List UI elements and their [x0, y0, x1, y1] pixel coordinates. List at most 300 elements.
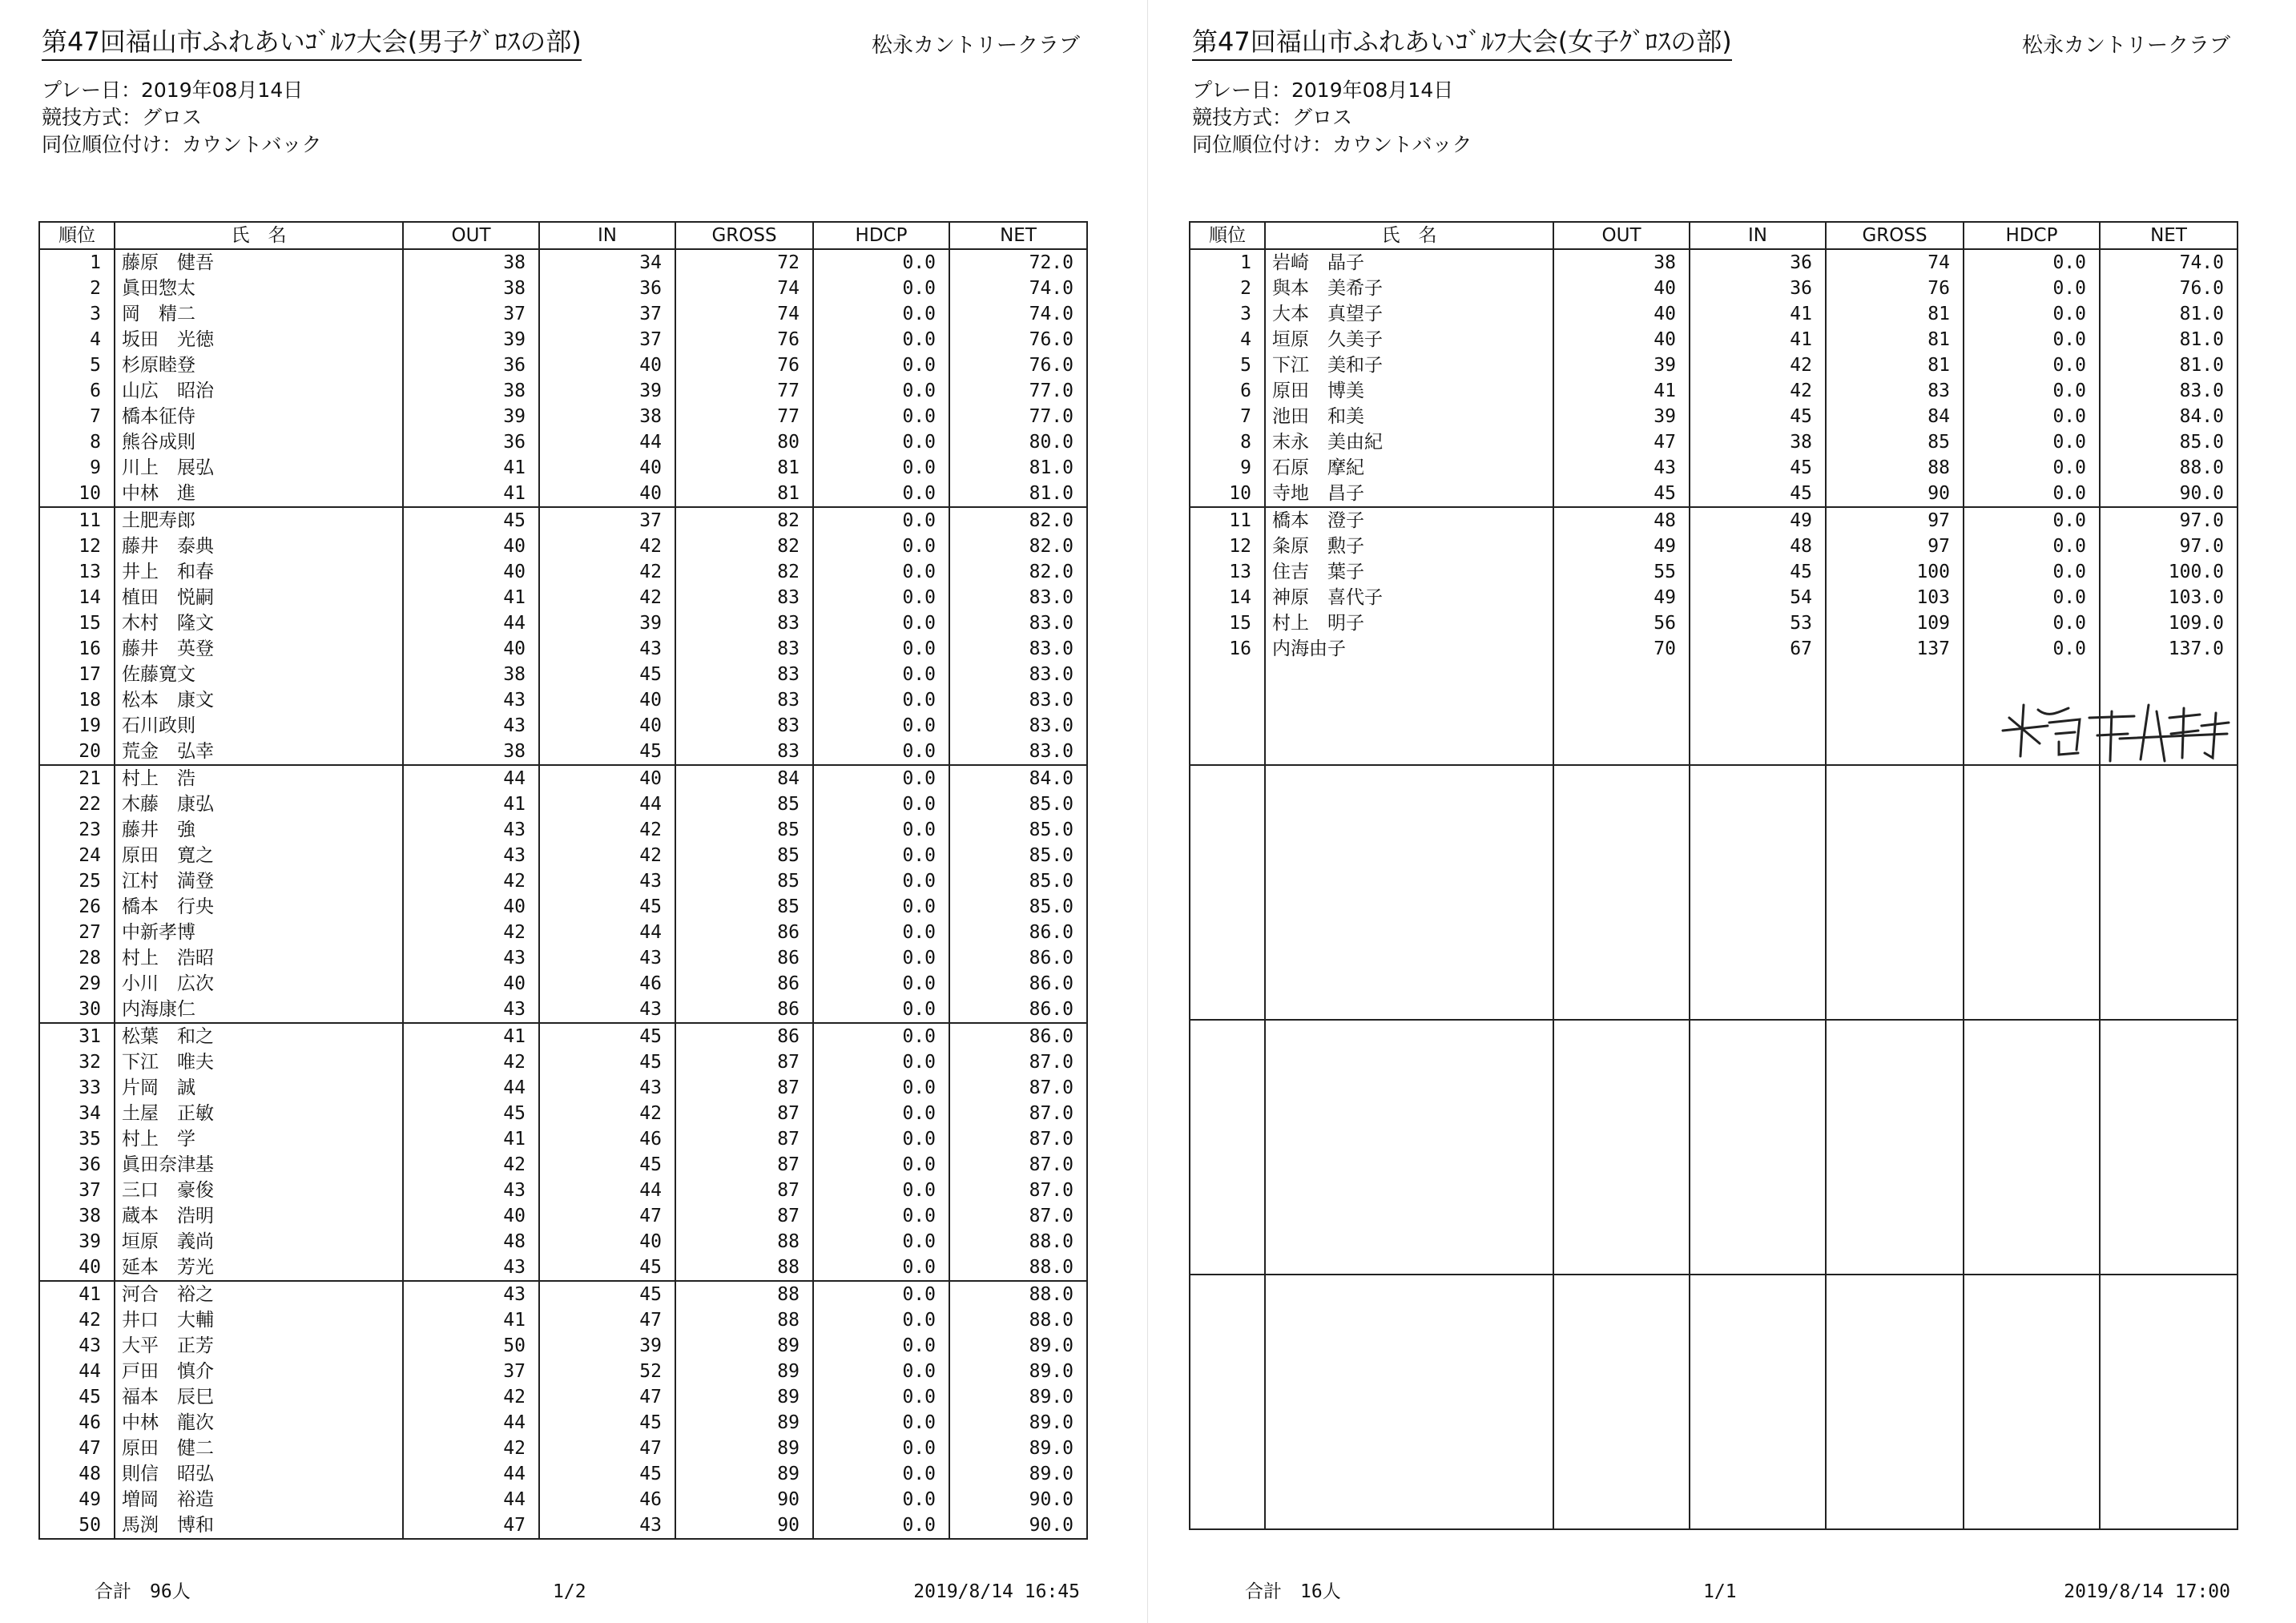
out-cell: 48	[1553, 507, 1690, 534]
net-cell: 85.0	[949, 894, 1087, 920]
out-cell: 70	[1553, 636, 1690, 662]
table-row	[1190, 455, 2238, 481]
out-cell: 38	[403, 249, 539, 276]
out-cell: 55	[1553, 559, 1690, 585]
table-row	[39, 559, 1087, 585]
name-cell: 増岡 裕造	[115, 1487, 403, 1512]
rank-cell: 7	[39, 404, 115, 429]
empty-cell	[1265, 1275, 1553, 1529]
table-row	[1190, 507, 2238, 534]
name-cell: 橋本 澄子	[1265, 507, 1553, 534]
hdcp-cell: 0.0	[813, 1307, 949, 1333]
net-cell: 103.0	[2100, 585, 2238, 610]
out-cell: 42	[403, 1436, 539, 1461]
gross-cell: 83	[675, 636, 813, 662]
rank-cell: 35	[39, 1126, 115, 1152]
hdcp-cell: 0.0	[813, 327, 949, 352]
hdcp-cell: 0.0	[813, 481, 949, 507]
net-cell: 89.0	[949, 1410, 1087, 1436]
table-row	[1190, 327, 2238, 352]
out-cell: 40	[1553, 276, 1690, 301]
gross-cell: 87	[675, 1152, 813, 1178]
out-cell: 43	[403, 1178, 539, 1203]
out-cell: 43	[403, 1255, 539, 1281]
rank-cell: 26	[39, 894, 115, 920]
rank-cell: 8	[1190, 429, 1265, 455]
hdcp-cell: 0.0	[813, 1049, 949, 1075]
footer-datetime: 2019/8/14 17:00	[2064, 1581, 2230, 1602]
header-name: 氏 名	[115, 222, 403, 249]
table-row	[39, 894, 1087, 920]
rank-cell: 12	[1190, 534, 1265, 559]
rank-cell: 44	[39, 1359, 115, 1384]
in-cell: 67	[1690, 636, 1826, 662]
out-cell: 43	[403, 843, 539, 868]
page-title: 第47回福山市ふれあいｺﾞﾙﾌ大会(男子ｸﾞﾛｽの部)	[42, 26, 582, 61]
hdcp-cell: 0.0	[813, 997, 949, 1023]
net-cell: 81.0	[2100, 301, 2238, 327]
empty-cell	[1190, 662, 1265, 765]
name-cell: 土屋 正敏	[115, 1101, 403, 1126]
name-cell: 松葉 和之	[115, 1023, 403, 1049]
net-cell: 89.0	[949, 1436, 1087, 1461]
name-cell: 神原 喜代子	[1265, 585, 1553, 610]
gross-cell: 85	[675, 843, 813, 868]
rank-cell: 24	[39, 843, 115, 868]
gross-cell: 86	[675, 1023, 813, 1049]
empty-cell	[1826, 662, 1964, 765]
gross-cell: 100	[1826, 559, 1964, 585]
hdcp-cell: 0.0	[813, 534, 949, 559]
gross-cell: 88	[675, 1229, 813, 1255]
rank-cell: 4	[1190, 327, 1265, 352]
in-cell: 44	[539, 1178, 675, 1203]
net-cell: 76.0	[949, 352, 1087, 378]
name-cell: 井口 大輔	[115, 1307, 403, 1333]
in-cell: 45	[539, 1255, 675, 1281]
gross-cell: 72	[675, 249, 813, 276]
hdcp-cell: 0.0	[1964, 507, 2100, 534]
table-row	[1190, 378, 2238, 404]
rank-cell: 6	[39, 378, 115, 404]
out-cell: 42	[403, 920, 539, 945]
name-cell: 村上 明子	[1265, 610, 1553, 636]
rank-cell: 6	[1190, 378, 1265, 404]
in-cell: 48	[1690, 534, 1826, 559]
header-rank: 順位	[1190, 222, 1265, 249]
net-cell: 84.0	[949, 765, 1087, 791]
out-cell: 43	[1553, 455, 1690, 481]
name-cell: 内海康仁	[115, 997, 403, 1023]
header-gross: GROSS	[1826, 222, 1964, 249]
out-cell: 39	[1553, 404, 1690, 429]
net-cell: 90.0	[2100, 481, 2238, 507]
out-cell: 56	[1553, 610, 1690, 636]
hdcp-cell: 0.0	[1964, 481, 2100, 507]
net-cell: 83.0	[949, 585, 1087, 610]
header-net: NET	[2100, 222, 2238, 249]
gross-cell: 82	[675, 534, 813, 559]
empty-cell	[1826, 1275, 1964, 1529]
rank-cell: 14	[1190, 585, 1265, 610]
name-cell: 與本 美希子	[1265, 276, 1553, 301]
net-cell: 87.0	[949, 1075, 1087, 1101]
name-cell: 片岡 誠	[115, 1075, 403, 1101]
net-cell: 88.0	[949, 1229, 1087, 1255]
in-cell: 37	[539, 327, 675, 352]
table-row	[39, 817, 1087, 843]
hdcp-cell: 0.0	[813, 507, 949, 534]
name-cell: 木村 隆文	[115, 610, 403, 636]
table-row	[39, 1307, 1087, 1333]
net-cell: 81.0	[2100, 327, 2238, 352]
rank-cell: 23	[39, 817, 115, 843]
in-cell: 41	[1690, 301, 1826, 327]
out-cell: 39	[403, 404, 539, 429]
hdcp-cell: 0.0	[1964, 249, 2100, 276]
name-cell: 河合 裕之	[115, 1281, 403, 1307]
name-cell: 石原 摩紀	[1265, 455, 1553, 481]
table-row	[1190, 534, 2238, 559]
hdcp-cell: 0.0	[813, 429, 949, 455]
rank-cell: 25	[39, 868, 115, 894]
table-row	[39, 1101, 1087, 1126]
hdcp-cell: 0.0	[1964, 301, 2100, 327]
empty-cell	[1690, 765, 1826, 1020]
name-cell: 山広 昭治	[115, 378, 403, 404]
tie-break-rule: 同位順位付け：カウントバック	[1192, 133, 1472, 156]
gross-cell: 85	[675, 868, 813, 894]
rank-cell: 10	[1190, 481, 1265, 507]
rank-cell: 43	[39, 1333, 115, 1359]
name-cell: 土肥寿郎	[115, 507, 403, 534]
rank-cell: 42	[39, 1307, 115, 1333]
table-row	[39, 1255, 1087, 1281]
hdcp-cell: 0.0	[813, 1178, 949, 1203]
rank-cell: 34	[39, 1101, 115, 1126]
in-cell: 45	[539, 1049, 675, 1075]
hdcp-cell: 0.0	[813, 920, 949, 945]
name-cell: 則信 昭弘	[115, 1461, 403, 1487]
hdcp-cell: 0.0	[813, 1023, 949, 1049]
name-cell: 眞田奈津基	[115, 1152, 403, 1178]
hdcp-cell: 0.0	[813, 765, 949, 791]
table-row	[39, 739, 1087, 765]
name-cell: 末永 美由紀	[1265, 429, 1553, 455]
table-row	[39, 687, 1087, 713]
table-row	[1190, 481, 2238, 507]
net-cell: 89.0	[949, 1359, 1087, 1384]
name-cell: 内海由子	[1265, 636, 1553, 662]
in-cell: 45	[1690, 455, 1826, 481]
page-men-gross	[0, 0, 1146, 1623]
rank-cell: 16	[1190, 636, 1265, 662]
table-row	[39, 1359, 1087, 1384]
club-name: 松永カントリークラブ	[871, 34, 1080, 58]
in-cell: 43	[539, 636, 675, 662]
gross-cell: 87	[675, 1101, 813, 1126]
out-cell: 40	[403, 559, 539, 585]
out-cell: 43	[403, 1281, 539, 1307]
empty-cell	[1826, 765, 1964, 1020]
net-cell: 74.0	[949, 276, 1087, 301]
name-cell: 杉原睦登	[115, 352, 403, 378]
table-row	[39, 455, 1087, 481]
rank-cell: 48	[39, 1461, 115, 1487]
gross-cell: 87	[675, 1075, 813, 1101]
table-row	[39, 765, 1087, 791]
gross-cell: 97	[1826, 534, 1964, 559]
hdcp-cell: 0.0	[813, 687, 949, 713]
rank-cell: 16	[39, 636, 115, 662]
out-cell: 38	[403, 378, 539, 404]
table-row	[1190, 585, 2238, 610]
hdcp-cell: 0.0	[1964, 429, 2100, 455]
net-cell: 82.0	[949, 507, 1087, 534]
empty-row-block	[1190, 1275, 2238, 1529]
name-cell: 木藤 康弘	[115, 791, 403, 817]
in-cell: 40	[539, 352, 675, 378]
gross-cell: 90	[675, 1512, 813, 1539]
table-row	[39, 945, 1087, 971]
net-cell: 83.0	[2100, 378, 2238, 404]
gross-cell: 89	[675, 1384, 813, 1410]
rank-cell: 19	[39, 713, 115, 739]
out-cell: 40	[1553, 301, 1690, 327]
page-separator	[1147, 0, 1148, 1623]
in-cell: 45	[1690, 404, 1826, 429]
out-cell: 47	[403, 1512, 539, 1539]
out-cell: 43	[403, 713, 539, 739]
rank-cell: 5	[1190, 352, 1265, 378]
net-cell: 83.0	[949, 687, 1087, 713]
rank-cell: 11	[39, 507, 115, 534]
rank-cell: 22	[39, 791, 115, 817]
results-table	[1189, 221, 2238, 1530]
gross-cell: 81	[1826, 301, 1964, 327]
in-cell: 42	[539, 559, 675, 585]
gross-cell: 76	[1826, 276, 1964, 301]
table-row	[39, 1333, 1087, 1359]
net-cell: 72.0	[949, 249, 1087, 276]
rank-cell: 38	[39, 1203, 115, 1229]
name-cell: 熊谷成則	[115, 429, 403, 455]
in-cell: 42	[1690, 352, 1826, 378]
net-cell: 97.0	[2100, 534, 2238, 559]
gross-cell: 87	[675, 1203, 813, 1229]
in-cell: 40	[539, 687, 675, 713]
name-cell: 三口 豪俊	[115, 1178, 403, 1203]
gross-cell: 89	[675, 1359, 813, 1384]
out-cell: 38	[403, 739, 539, 765]
out-cell: 38	[403, 276, 539, 301]
hdcp-cell: 0.0	[813, 404, 949, 429]
rank-cell: 36	[39, 1152, 115, 1178]
in-cell: 37	[539, 507, 675, 534]
in-cell: 52	[539, 1359, 675, 1384]
hdcp-cell: 0.0	[813, 945, 949, 971]
club-name: 松永カントリークラブ	[2021, 34, 2230, 58]
gross-cell: 90	[1826, 481, 1964, 507]
hdcp-cell: 0.0	[813, 1487, 949, 1512]
in-cell: 47	[539, 1203, 675, 1229]
table-row	[39, 249, 1087, 276]
gross-cell: 88	[1826, 455, 1964, 481]
gross-cell: 88	[675, 1307, 813, 1333]
rank-cell: 40	[39, 1255, 115, 1281]
gross-cell: 81	[675, 481, 813, 507]
out-cell: 44	[403, 610, 539, 636]
in-cell: 40	[539, 765, 675, 791]
name-cell: 坂田 光徳	[115, 327, 403, 352]
in-cell: 40	[539, 481, 675, 507]
out-cell: 41	[403, 1023, 539, 1049]
out-cell: 49	[1553, 585, 1690, 610]
in-cell: 43	[539, 1512, 675, 1539]
table-row	[39, 1410, 1087, 1436]
out-cell: 41	[403, 1307, 539, 1333]
net-cell: 84.0	[2100, 404, 2238, 429]
gross-cell: 81	[1826, 352, 1964, 378]
gross-cell: 81	[675, 455, 813, 481]
name-cell: 垣原 義尚	[115, 1229, 403, 1255]
gross-cell: 76	[675, 352, 813, 378]
out-cell: 39	[1553, 352, 1690, 378]
net-cell: 97.0	[2100, 507, 2238, 534]
net-cell: 89.0	[949, 1333, 1087, 1359]
table-row	[39, 997, 1087, 1023]
gross-cell: 89	[675, 1436, 813, 1461]
empty-cell	[2100, 1020, 2238, 1275]
rank-cell: 10	[39, 481, 115, 507]
in-cell: 38	[539, 404, 675, 429]
out-cell: 47	[1553, 429, 1690, 455]
header-gross: GROSS	[675, 222, 813, 249]
name-cell: 藤原 健吾	[115, 249, 403, 276]
name-cell: 石川政則	[115, 713, 403, 739]
rank-cell: 30	[39, 997, 115, 1023]
rank-cell: 1	[1190, 249, 1265, 276]
rank-cell: 20	[39, 739, 115, 765]
hdcp-cell: 0.0	[813, 662, 949, 687]
empty-cell	[2100, 1275, 2238, 1529]
hdcp-cell: 0.0	[813, 1229, 949, 1255]
empty-cell	[1964, 765, 2100, 1020]
rank-cell: 2	[39, 276, 115, 301]
table-row	[39, 1384, 1087, 1410]
hdcp-cell: 0.0	[1964, 455, 2100, 481]
table-row	[1190, 610, 2238, 636]
hdcp-cell: 0.0	[813, 713, 949, 739]
empty-row-block	[1190, 1020, 2238, 1275]
net-cell: 83.0	[949, 610, 1087, 636]
rank-cell: 41	[39, 1281, 115, 1307]
hdcp-cell: 0.0	[1964, 559, 2100, 585]
out-cell: 40	[403, 534, 539, 559]
gross-cell: 89	[675, 1410, 813, 1436]
gross-cell: 109	[1826, 610, 1964, 636]
rank-cell: 47	[39, 1436, 115, 1461]
in-cell: 45	[539, 894, 675, 920]
net-cell: 76.0	[949, 327, 1087, 352]
out-cell: 39	[403, 327, 539, 352]
table-row	[39, 1281, 1087, 1307]
table-row	[39, 1178, 1087, 1203]
empty-cell	[1964, 1020, 2100, 1275]
in-cell: 38	[1690, 429, 1826, 455]
out-cell: 41	[403, 455, 539, 481]
out-cell: 42	[403, 868, 539, 894]
gross-cell: 88	[675, 1281, 813, 1307]
gross-cell: 74	[1826, 249, 1964, 276]
gross-cell: 83	[675, 662, 813, 687]
in-cell: 40	[539, 713, 675, 739]
hdcp-cell: 0.0	[813, 610, 949, 636]
table-row	[39, 404, 1087, 429]
rank-cell: 2	[1190, 276, 1265, 301]
net-cell: 90.0	[949, 1512, 1087, 1539]
gross-cell: 85	[675, 791, 813, 817]
gross-cell: 87	[675, 1126, 813, 1152]
gross-cell: 83	[675, 585, 813, 610]
name-cell: 原田 健二	[115, 1436, 403, 1461]
rank-cell: 27	[39, 920, 115, 945]
in-cell: 40	[539, 1229, 675, 1255]
table-row	[39, 1152, 1087, 1178]
name-cell: 池田 和美	[1265, 404, 1553, 429]
net-cell: 88.0	[949, 1255, 1087, 1281]
rank-cell: 49	[39, 1487, 115, 1512]
gross-cell: 84	[1826, 404, 1964, 429]
out-cell: 40	[403, 894, 539, 920]
hdcp-cell: 0.0	[813, 249, 949, 276]
meta-info	[42, 77, 322, 159]
net-cell: 85.0	[949, 868, 1087, 894]
rank-cell: 37	[39, 1178, 115, 1203]
header-hdcp: HDCP	[813, 222, 949, 249]
net-cell: 81.0	[949, 481, 1087, 507]
gross-cell: 74	[675, 276, 813, 301]
meta-info	[1192, 77, 1472, 159]
name-cell: 村上 浩	[115, 765, 403, 791]
table-row	[39, 1049, 1087, 1075]
table-row	[1190, 276, 2238, 301]
out-cell: 44	[403, 1487, 539, 1512]
rank-cell: 11	[1190, 507, 1265, 534]
net-cell: 81.0	[2100, 352, 2238, 378]
hdcp-cell: 0.0	[813, 1075, 949, 1101]
table-row	[39, 1229, 1087, 1255]
table-row	[1190, 352, 2238, 378]
table-row	[1190, 429, 2238, 455]
table-row	[39, 1461, 1087, 1487]
rank-cell: 8	[39, 429, 115, 455]
in-cell: 45	[539, 1023, 675, 1049]
hdcp-cell: 0.0	[1964, 378, 2100, 404]
in-cell: 36	[1690, 249, 1826, 276]
name-cell: 村上 浩昭	[115, 945, 403, 971]
gross-cell: 88	[675, 1255, 813, 1281]
in-cell: 46	[539, 1126, 675, 1152]
name-cell: 寺地 昌子	[1265, 481, 1553, 507]
hdcp-cell: 0.0	[813, 971, 949, 997]
in-cell: 45	[539, 662, 675, 687]
net-cell: 87.0	[949, 1178, 1087, 1203]
in-cell: 41	[1690, 327, 1826, 352]
net-cell: 85.0	[949, 817, 1087, 843]
rank-cell: 7	[1190, 404, 1265, 429]
footer-datetime: 2019/8/14 16:45	[913, 1581, 1080, 1602]
